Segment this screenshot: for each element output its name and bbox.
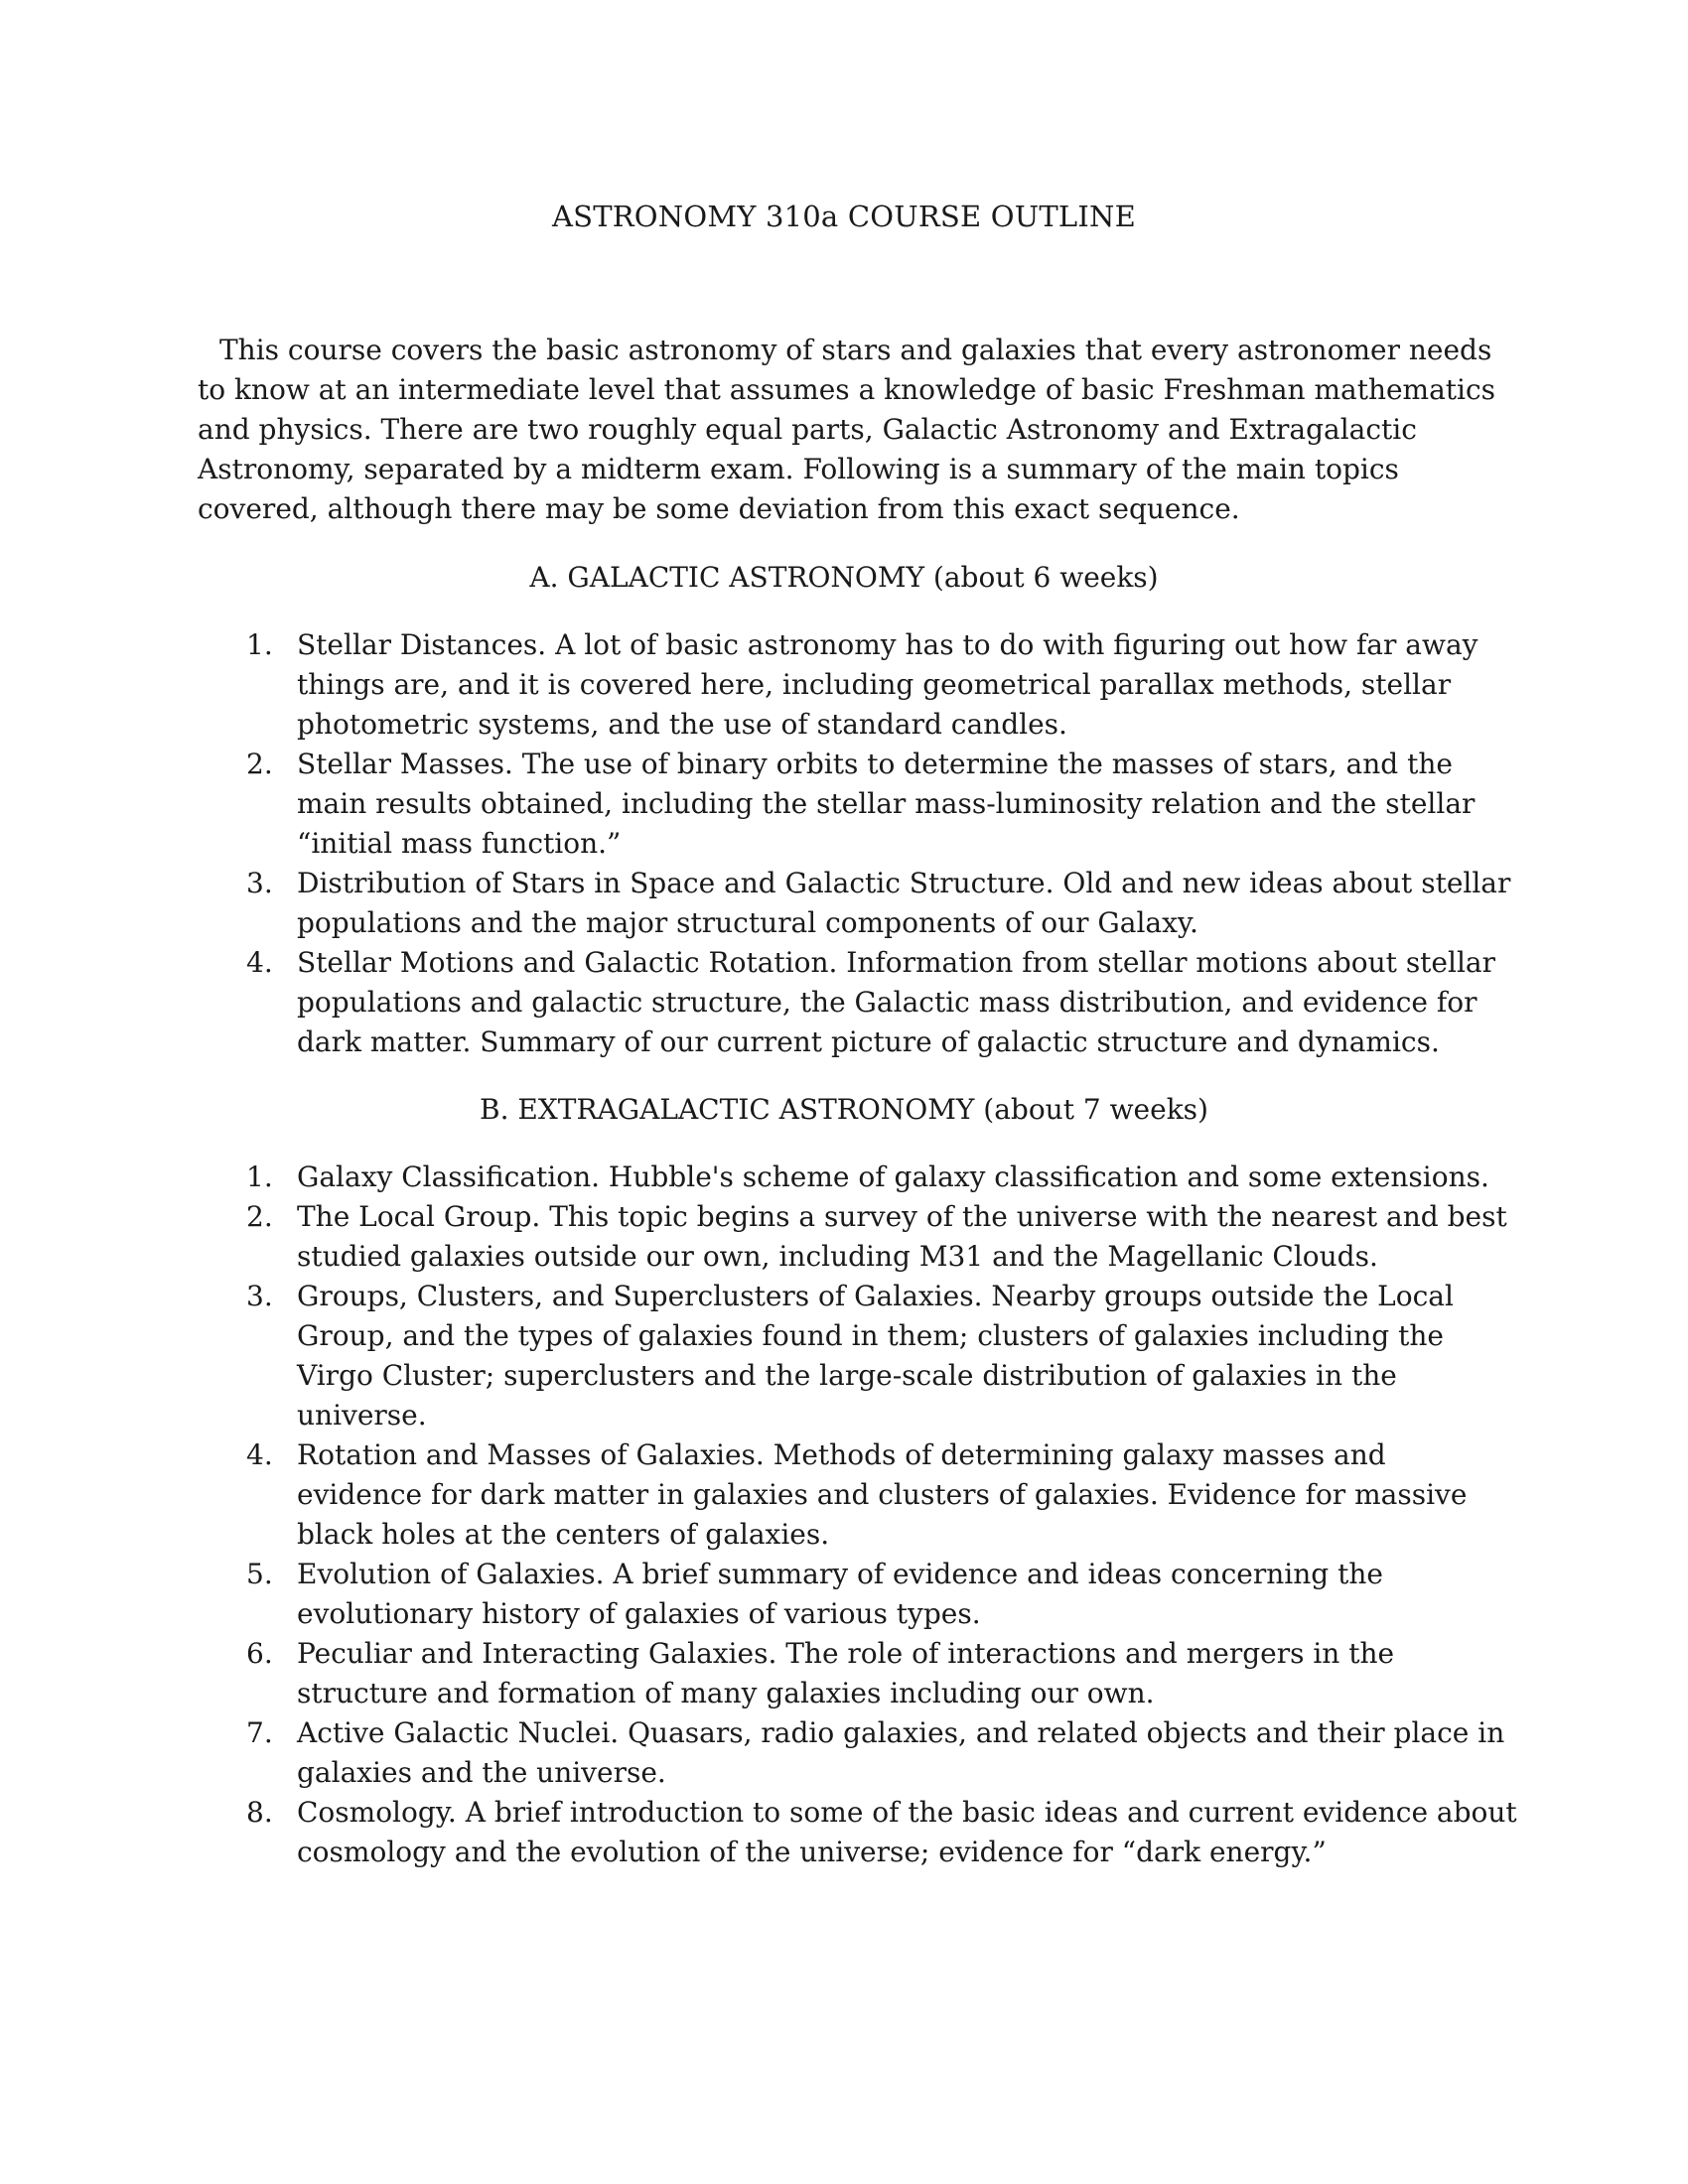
intro-paragraph: This course covers the basic astronomy of stars and galaxies that every astronomer needs to know at an intermediate level that assumes a knowledge of basic Freshman mathematics and physics. There are two roughly equal parts, Galactic Astronomy and Extragalactic Astronomy, separated by a midterm exam. Following is a summary of the main topics covered, although there may be some deviation from this exact sequence. xyxy=(198,334,1496,525)
list-item-number: 1. xyxy=(246,628,273,661)
list-item-text: Stellar Distances. A lot of basic astronomy has to do with figuring out how far away things are, and it is covered here, including geometrical parallax methods, stellar photometric systems, and the use of standard candles. xyxy=(297,628,1478,741)
list-item xyxy=(228,1277,1519,1435)
list-item-text: Active Galactic Nuclei. Quasars, radio galaxies, and related objects and their place in galaxies and the universe. xyxy=(297,1716,1505,1789)
list-item-text: Distribution of Stars in Space and Galactic Structure. Old and new ideas about stellar populations and the major structural components of our Galaxy. xyxy=(297,867,1511,939)
list-item-number: 7. xyxy=(246,1716,273,1749)
section-heading-galactic: A. GALACTIC ASTRONOMY (about 6 weeks) xyxy=(529,561,1159,594)
page-title: ASTRONOMY 310a COURSE OUTLINE xyxy=(552,200,1136,233)
list-item-text: Stellar Motions and Galactic Rotation. Information from stellar motions about stellar populations and galactic structure, the Galactic mass distribution, and evidence for dark matter. Summary of our current picture of galactic structure and dynamics. xyxy=(297,946,1495,1058)
list-item xyxy=(228,1634,1519,1713)
list-item-text: Peculiar and Interacting Galaxies. The role of interactions and mergers in the structure and formation of many galaxies including our own. xyxy=(297,1637,1395,1709)
list-item xyxy=(228,1435,1519,1555)
list-item-number: 3. xyxy=(246,867,273,899)
list-item-number: 2. xyxy=(246,748,273,780)
list-item-text: Rotation and Masses of Galaxies. Methods of determining galaxy masses and evidence for dark matter in galaxies and clusters of galaxies. Evidence for massive black holes at the centers of galaxies. xyxy=(297,1438,1468,1551)
list-item-text: Galaxy Classification. Hubble's scheme of galaxy classification and some extensions. xyxy=(297,1160,1489,1193)
list-item xyxy=(228,745,1519,864)
list-item-text: Stellar Masses. The use of binary orbits to determine the masses of stars, and the main results obtained, including the stellar mass-luminosity relation and the stellar “initial mass function.” xyxy=(297,748,1476,860)
list-item-number: 1. xyxy=(246,1160,273,1193)
list-item-text: Groups, Clusters, and Superclusters of Galaxies. Nearby groups outside the Local Group, and the types of galaxies found in them; clusters of galaxies including the Virgo Cluster; superclusters and the large-scale distribution of galaxies in the universe. xyxy=(297,1280,1454,1432)
list-item xyxy=(228,1713,1519,1793)
list-item xyxy=(228,864,1519,943)
list-item-number: 6. xyxy=(246,1637,273,1670)
list-item-text: Cosmology. A brief introduction to some of the basic ideas and current evidence about cosmology and the evolution of the universe; evidence for “dark energy.” xyxy=(297,1796,1517,1868)
list-item xyxy=(228,1555,1519,1634)
list-item-text: The Local Group. This topic begins a survey of the universe with the nearest and best studied galaxies outside our own, including M31 and the Magellanic Clouds. xyxy=(297,1200,1507,1273)
list-item xyxy=(228,1197,1519,1277)
section-heading-extragalactic: B. EXTRAGALACTIC ASTRONOMY (about 7 weeks) xyxy=(480,1093,1208,1126)
list-item-number: 3. xyxy=(246,1280,273,1312)
list-item-number: 2. xyxy=(246,1200,273,1233)
topic-list-galactic xyxy=(228,625,1519,1062)
list-item-number: 5. xyxy=(246,1558,273,1590)
list-item-number: 4. xyxy=(246,1438,273,1471)
list-item xyxy=(228,1158,1519,1197)
list-item-number: 8. xyxy=(246,1796,273,1829)
list-item xyxy=(228,943,1519,1062)
list-item xyxy=(228,1793,1519,1872)
list-item-text: Evolution of Galaxies. A brief summary of evidence and ideas concerning the evolutionary history of galaxies of various types. xyxy=(297,1558,1383,1630)
topic-list-extragalactic xyxy=(228,1158,1519,1872)
list-item xyxy=(228,625,1519,745)
list-item-number: 4. xyxy=(246,946,273,979)
